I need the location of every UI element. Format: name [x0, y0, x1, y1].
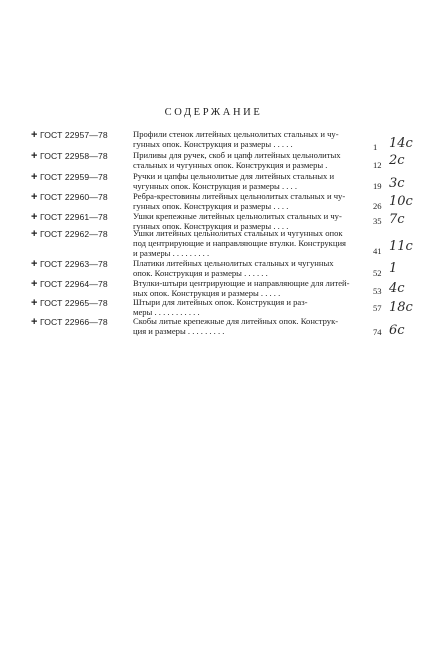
entry-title-line: под центрирующие и направляющие втулки. Конструкция	[133, 238, 347, 248]
standard-code: ГОСТ 22961—78	[40, 212, 108, 222]
page-number: 35	[373, 216, 382, 226]
entry-title-line: Втулки-штыри центрирующие и направляющие для литей-	[133, 279, 350, 288]
check-mark: +	[31, 129, 38, 141]
page-number: 41	[373, 246, 382, 256]
entry-title-line: меры . . . . . . . . . . .	[133, 307, 200, 317]
page-number: 52	[373, 268, 382, 278]
handwritten-note: 10c	[389, 194, 413, 209]
entry-title-line: Ребра-крестовины литейных цельнолитых стальных и чу-	[133, 192, 346, 201]
check-mark: +	[31, 258, 38, 270]
check-mark: +	[31, 171, 38, 183]
entry-title-line: Ручки и цапфы цельнолитые для литейных стальных и	[133, 172, 335, 181]
entry-title-line: гунных опок. Конструкция и размеры . . . . .	[133, 139, 293, 149]
check-mark: +	[31, 278, 38, 290]
standard-code: ГОСТ 22964—78	[40, 279, 108, 289]
entry-title-line: Профили стенок литейных цельнолитых стальных и чу-	[133, 130, 339, 139]
entry-title-line: гунных опок. Конструкция и размеры . . . .	[133, 221, 289, 231]
entry-title-line: Штыри для литейных опок. Конструкция и раз-	[133, 298, 308, 307]
check-mark: +	[31, 150, 38, 162]
check-mark: +	[31, 297, 38, 309]
standard-code: ГОСТ 22960—78	[40, 192, 108, 202]
entry-title-line: и размеры . . . . . . . . .	[133, 248, 210, 258]
handwritten-note: 2c	[389, 153, 405, 168]
page-number: 74	[373, 327, 382, 337]
handwritten-note: 3c	[389, 176, 405, 191]
entry-title	[133, 151, 365, 171]
standard-code: ГОСТ 22963—78	[40, 259, 108, 269]
page-title: СОДЕРЖАНИЕ	[164, 107, 263, 118]
standard-code: ГОСТ 22965—78	[40, 298, 108, 308]
page-number: 57	[373, 303, 382, 313]
standard-code: ГОСТ 22962—78	[40, 229, 108, 239]
entry-title-line: стальных и чугунных опок. Конструкция и размеры .	[133, 160, 328, 170]
entry-title-line: Ушки литейных цельнолитых стальных и чугунных опок	[133, 229, 343, 238]
check-mark: +	[31, 316, 38, 328]
entry-title	[133, 229, 365, 258]
standard-code: ГОСТ 22958—78	[40, 151, 108, 161]
handwritten-note: 14c	[389, 136, 413, 151]
entry-title	[133, 259, 365, 279]
entry-title	[133, 317, 365, 337]
entry-title-line: Платики литейных цельнолитых стальных и чугунных	[133, 259, 334, 268]
page-number: 26	[373, 201, 382, 211]
page-number: 12	[373, 160, 382, 170]
entry-title-line: Скобы литые крепежные для литейных опок. Конструк-	[133, 317, 339, 326]
check-mark: +	[31, 211, 38, 223]
check-mark: +	[31, 191, 38, 203]
standard-code: ГОСТ 22966—78	[40, 317, 108, 327]
entry-title-line: ция и размеры . . . . . . . . .	[133, 326, 225, 336]
entry-title-line: ных опок. Конструкция и размеры . . . . .	[133, 288, 281, 298]
entry-title	[133, 298, 365, 318]
entry-title-line: Приливы для ручек, скоб и цапф литейных цельнолитых	[133, 151, 341, 160]
handwritten-note: 6c	[389, 323, 405, 338]
check-mark: +	[31, 228, 38, 240]
handwritten-note: 7c	[389, 212, 405, 227]
handwritten-note: 18c	[389, 300, 413, 315]
page-number: 53	[373, 286, 382, 296]
entry-title	[133, 279, 365, 299]
entry-title-line: Ушки крепежные литейных цельнолитых стальных и чу-	[133, 212, 342, 221]
entry-title-line: чугунных опок. Конструкция и размеры . . . .	[133, 181, 297, 191]
page-number: 1	[373, 142, 378, 152]
standard-code: ГОСТ 22957—78	[40, 130, 108, 140]
entry-title-line: опок. Конструкция и размеры . . . . . .	[133, 268, 268, 278]
entry-title	[133, 172, 365, 192]
entry-title-line: гунных опок. Конструкция и размеры . . . .	[133, 201, 289, 211]
handwritten-note: 11c	[389, 239, 413, 254]
handwritten-note: 1	[389, 261, 398, 276]
handwritten-note: 4c	[389, 281, 405, 296]
entry-title	[133, 130, 365, 150]
page-number: 19	[373, 181, 382, 191]
standard-code: ГОСТ 22959—78	[40, 172, 108, 182]
entry-title	[133, 192, 365, 212]
